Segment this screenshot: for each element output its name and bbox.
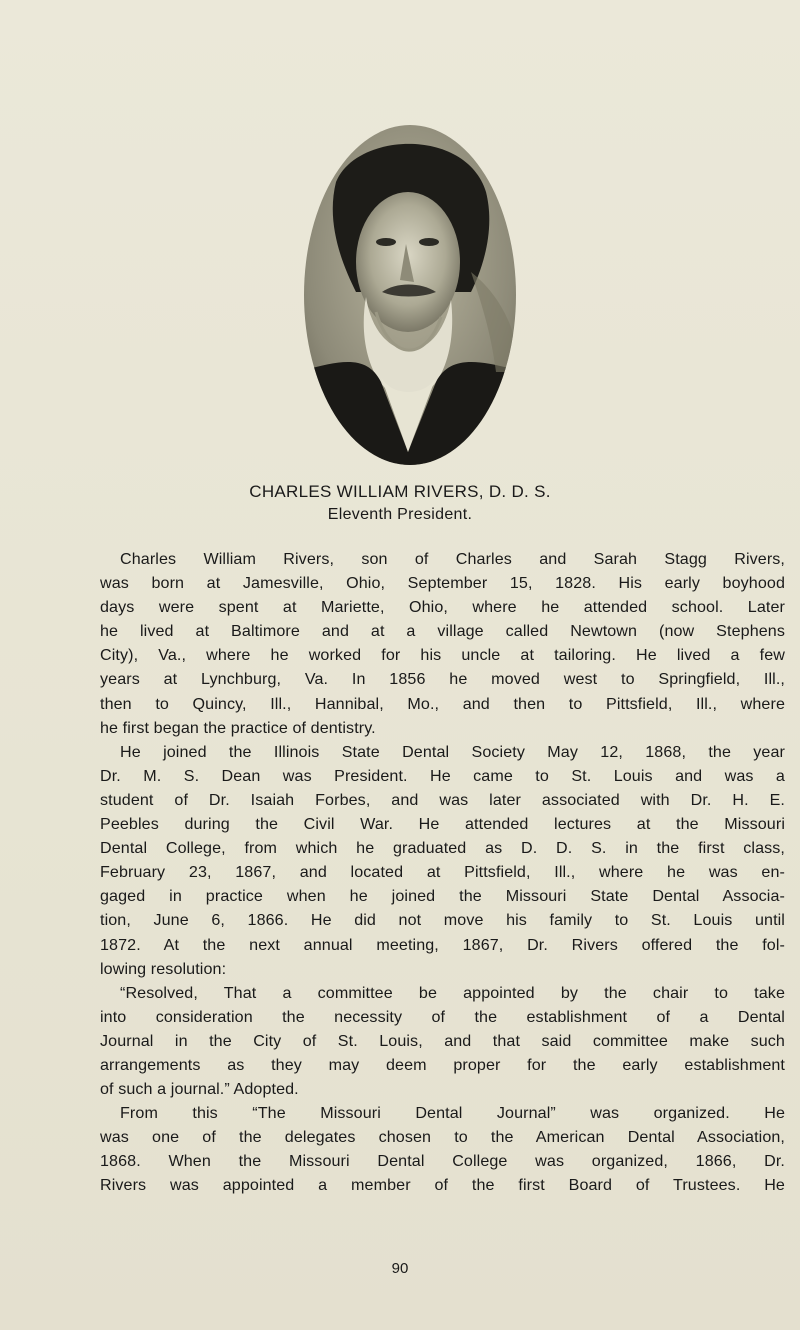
- text-line: Charles William Rivers, son of Charles and Sarah Stagg Rivers,: [120, 550, 785, 568]
- text-line: days were spent at Mariette, Ohio, where he attended school. Later: [100, 598, 785, 617]
- text-line: was born at Jamesville, Ohio, September 15, 1828. His early boyhood: [100, 574, 785, 593]
- text-line: 1868. When the Missouri Dental College was organized, 1866, Dr.: [100, 1152, 785, 1171]
- portrait-caption-title: Eleventh President.: [327, 506, 473, 523]
- text-line: years at Lynchburg, Va. In 1856 he moved west to Springfield, Ill.,: [100, 670, 785, 689]
- text-line: Dr. M. S. Dean was President. He came to St. Louis and was a: [100, 766, 785, 785]
- text-line: Rivers was appointed a member of the first Board of Trustees. He: [100, 1176, 785, 1195]
- text-line: of such a journal.” Adopted.: [100, 1080, 299, 1099]
- text-line: arrangements as they may deem proper for the early establishment: [100, 1055, 785, 1074]
- text-line: He joined the Illinois State Dental Society May 12, 1868, the year: [120, 742, 785, 761]
- text-line: Peebles during the Civil War. He attended lectures at the Missouri: [100, 815, 785, 834]
- text-line: into consideration the necessity of the establishment of a Dental: [100, 1007, 785, 1026]
- biography-text: [100, 547, 785, 1198]
- text-line: 1872. At the next annual meeting, 1867, Dr. Rivers offered the fol-: [100, 935, 785, 954]
- portrait-caption-name: CHARLES WILLIAM RIVERS, D. D. S.: [249, 482, 551, 501]
- text-line: was one of the delegates chosen to the American Dental Association,: [100, 1128, 785, 1147]
- text-line: Dental College, from which he graduated as D. D. S. in the first class,: [100, 839, 785, 858]
- text-line: February 23, 1867, and located at Pittsfield, Ill., where he was en-: [100, 863, 785, 882]
- text-line: Journal in the City of St. Louis, and that said committee make such: [100, 1031, 785, 1050]
- paragraph: [100, 740, 785, 981]
- text-line: “Resolved, That a committee be appointed by the chair to take: [120, 983, 785, 1002]
- text-line: gaged in practice when he joined the Missouri State Dental Associa-: [100, 887, 785, 906]
- text-line: student of Dr. Isaiah Forbes, and was later associated with Dr. H. E.: [100, 790, 785, 809]
- text-line: tion, June 6, 1866. He did not move his family to St. Louis until: [100, 911, 785, 930]
- paragraph: [100, 981, 785, 1101]
- text-line: City), Va., where he worked for his uncle at tailoring. He lived a few: [100, 646, 785, 665]
- paragraph: [100, 547, 785, 740]
- text-line: he first began the practice of dentistry.: [100, 718, 376, 737]
- portrait-photograph: [296, 122, 524, 468]
- paragraph: [100, 1101, 785, 1197]
- portrait-image: [296, 122, 524, 468]
- page-number: 90: [391, 1260, 409, 1277]
- text-line: he lived at Baltimore and at a village called Newtown (now Stephens: [100, 622, 785, 641]
- text-line: then to Quincy, Ill., Hannibal, Mo., and then to Pittsfield, Ill., where: [100, 694, 785, 713]
- text-line: lowing resolution:: [100, 959, 227, 978]
- text-line: From this “The Missouri Dental Journal” was organized. He: [120, 1104, 785, 1123]
